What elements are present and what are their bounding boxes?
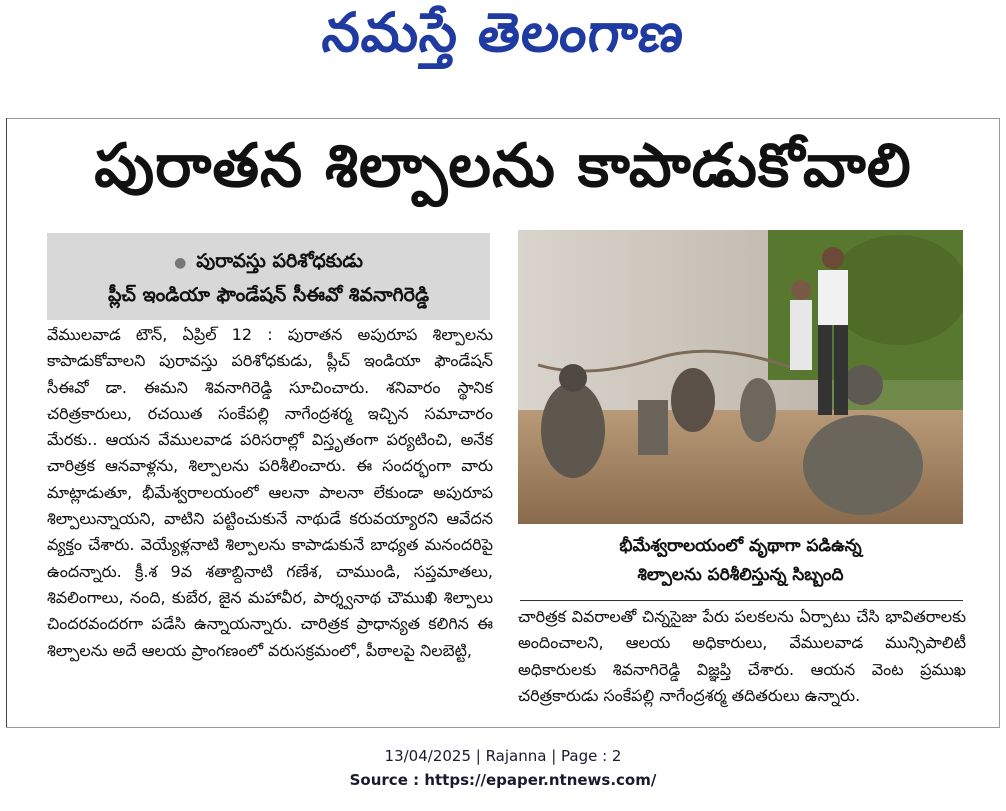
newspaper-masthead	[0, 0, 1006, 78]
article-headline: పురాతన శిల్పాలను కాపాడుకోవాలి	[94, 131, 912, 201]
bullet-icon: ●	[174, 255, 187, 271]
article-body-left	[47, 322, 493, 722]
article-frame-top	[6, 118, 1000, 119]
photo-caption	[518, 532, 963, 594]
article-photo	[518, 230, 963, 524]
masthead-title: నమస్తే తెలంగాణ	[319, 0, 688, 64]
caption-divider	[520, 600, 963, 601]
sculptures-photo-illustration	[518, 230, 963, 524]
caption-line-2: శిల్పాలను పరిశీలిస్తున్న సిబ్బంది	[637, 565, 844, 585]
caption-line-1: భీమేశ్వరాలయంలో వృథాగా పడిఉన్న	[619, 536, 862, 556]
deck-line-1-text: పురావస్తు పరిశోధకుడు	[196, 250, 363, 272]
deck-line-2: ప్లీచ్ ఇండియా ఫౌండేషన్ సీఈవో శివనాగిరెడ్డి	[108, 284, 429, 306]
article-deck	[47, 233, 490, 320]
footer-edition-line: 13/04/2025 | Rajanna | Page : 2	[384, 747, 622, 765]
body-right-text: చారిత్రక వివరాలతో చిన్నసైజు పేరు పలకలను ఏర్పాటు చేసి భావితరాలకు అందించాలని, ఆలయ అధికారులు, వేములవాడ మున్సిపాలిటీ అధికారులకు శివనాగిరెడ్డి విజ్ఞప్తి చేశారు. ఆయన వెంట ప్రముఖ చరిత్రకారుడు సంకేపల్లి నాగేంద్రశర్మ తదితరులు ఉన్నారు.	[518, 607, 966, 705]
article-frame-bottom	[6, 727, 1000, 728]
body-left-text: వేములవాడ టౌన్, ఏప్రిల్ 12 : పురాతన అపురూప శిల్పాలను కాపాడుకోవాలని పురావస్తు పరిశోధకుడు, ప్లీచ్ ఇండియా ఫౌండేషన్ సీఈవో డా. ఈమని శివనాగిరెడ్డి సూచించారు. శనివారం స్థానిక చరిత్రకారులు, రచయిత సంకేపల్లి నాగేంద్రశర్మ ఇచ్చిన సమాచారం మేరకు.. ఆయన వేములవాడ పరిసరాల్లో విస్తృతంగా పర్యటించి, అనేక చారిత్రక ఆనవాళ్లను, శిల్పాలను పరిశీలించారు. ఈ సందర్భంగా వారు మాట్లాడుతూ, భీమేశ్వరాలయంలో ఆలనా పాలనా లేకుండా అపురూప శిల్పాలున్నాయని, వాటిని పట్టించుకునే నాథుడే కరువయ్యారని ఆవేదన వ్యక్తం చేశారు. వెయ్యేళ్లనాటి శిల్పాలను కాపాడుకునే బాధ్యత మనందరిపై ఉందన్నారు. క్రీ.శ 9వ శతాబ్దినాటి గణేశ, చాముండి, సప్తమాతలు, శివలింగాలు, నంది, కుబేర, జైన మహావీర, పార్శ్వనాథ చౌముఖి శిల్పాలు చిందరవందరగా పడేసి ఉన్నాయన్నారు. చారిత్రక ప్రాధాన్యత కలిగిన ఈ శిల్పాలను అదే ఆలయ ప్రాంగణంలో వరుసక్రమంలో, పీఠాలపై నిలబెట్టి,	[47, 325, 493, 660]
article-frame-left	[6, 118, 7, 728]
article-body-right	[518, 604, 966, 722]
footer-source-line: Source : https://epaper.ntnews.com/	[349, 771, 657, 789]
page-footer	[0, 744, 1006, 792]
deck-line-1	[47, 245, 490, 279]
article-frame-right	[999, 118, 1000, 728]
